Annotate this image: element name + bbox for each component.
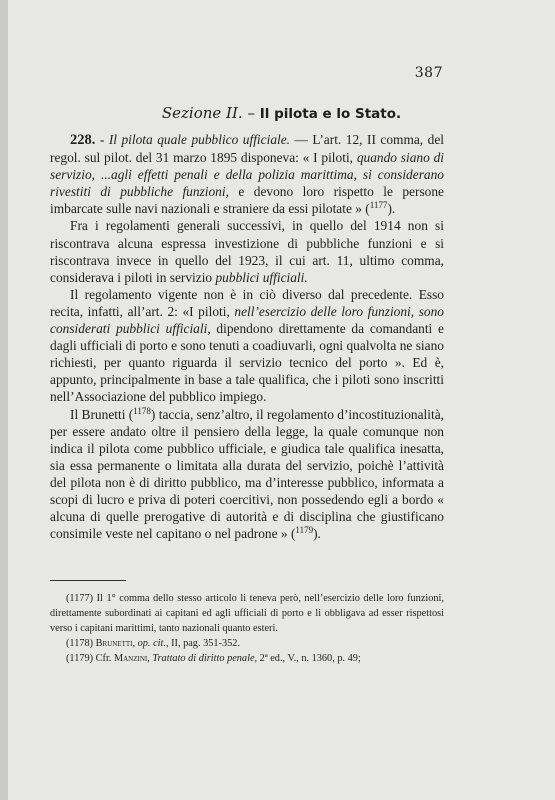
- heading-dash: –: [242, 104, 260, 122]
- author-name: Manzini: [113, 653, 148, 664]
- paragraph-number: 228.: [70, 132, 96, 148]
- body-text: [50, 131, 444, 542]
- footnote-separator: [50, 580, 126, 581]
- paragraph: Fra i regolamenti generali successivi, in quello del 1914 non si riscontrava alcuna espressa investizione di pubbliche funzioni e si riscontrava invece in quello del 1923, il cui art. 11, ultimo comma, considerava i piloti in servizio pubblici ufficiali.: [50, 218, 444, 285]
- section-heading: [8, 104, 555, 122]
- paragraph-title: Il pilota quale pubblico ufficiale.: [108, 132, 291, 147]
- footnote-ref: 1179: [295, 525, 314, 536]
- paragraph: Il regolamento vigente non è in ciò diverso dal precedente. Esso recita, infatti, all’art. 2: «I piloti, nell’esercizio delle loro funzioni, sono considerati pubblici ufficiali, dipendono direttamente da comandanti e dagli ufficiali di porto e sono tenuti a coadiuvarli, ogni qualvolta ne siano richiesti, per quanto riguarda il servizio tecnico del porto ». Ed è, appunto, principalmente in base a tale qualifica, che i piloti sono inscritti nell’Associazione del pubblico impiego.: [50, 286, 444, 405]
- author-name: Brunetti: [95, 638, 133, 649]
- footnote: (1177) Il 1° comma dello stesso articolo li teneva però, nell’esercizio delle loro funzioni, direttamente subordinati ai capitani ed agli ufficiali di porto e li obbligava ad esser rispettosi verso i capitani marittimi, tanto nazionali quanto esteri.: [50, 593, 444, 634]
- section-label: Sezione II.: [161, 104, 243, 122]
- footnote-ref: 1177: [369, 200, 388, 211]
- book-page: [8, 0, 555, 800]
- paragraph-228: 228. - Il pilota quale pubblico ufficiale. — L’art. 12, II comma, del regol. sul pilot. del 31 marzo 1895 disponeva: « I piloti, quando siano di servizio, ...agli effetti penali e della polizia marittima, si considerano rivestiti di pubbliche funzioni, e devono loro rispetto le persone imbarcate sulle navi nazionali e straniere da essi pilotate » ($^{1177}$).: [50, 132, 444, 217]
- footnote-ref: 1178: [133, 405, 151, 416]
- footnote: (1178) Brunetti, op. cit., II, pag. 351-352.: [66, 638, 241, 649]
- page-number: 387: [414, 65, 443, 81]
- section-title: Il pilota e lo Stato.: [259, 106, 402, 122]
- footnote: (1179) Cfr. Manzini, Trattato di diritto penale, 2ª ed., V., n. 1360, p. 49;: [66, 653, 361, 664]
- footnotes: [50, 591, 444, 666]
- paragraph: Il Brunetti ($^{1178}$) taccia, senz’altro, il regolamento d’incostituzionalità, per essere andato oltre il pensiero della legge, la quale comunque non indica il pilota come pubblico ufficiale, e giudica tale qualifica inesatta, sia essa permanente o limitata alla durata del servizio, poichè l’attività del pilota non è di diritto pubblico, ma d’interesse pubblico, informata a scopi di lucro e priva di poteri coercitivi, non possedendo egli a bordo « alcuna di quelle prerogative di autorità e di disciplina che giustificano consimile veste nel capitano o nel padrone » ($^{1179}$).: [50, 405, 444, 542]
